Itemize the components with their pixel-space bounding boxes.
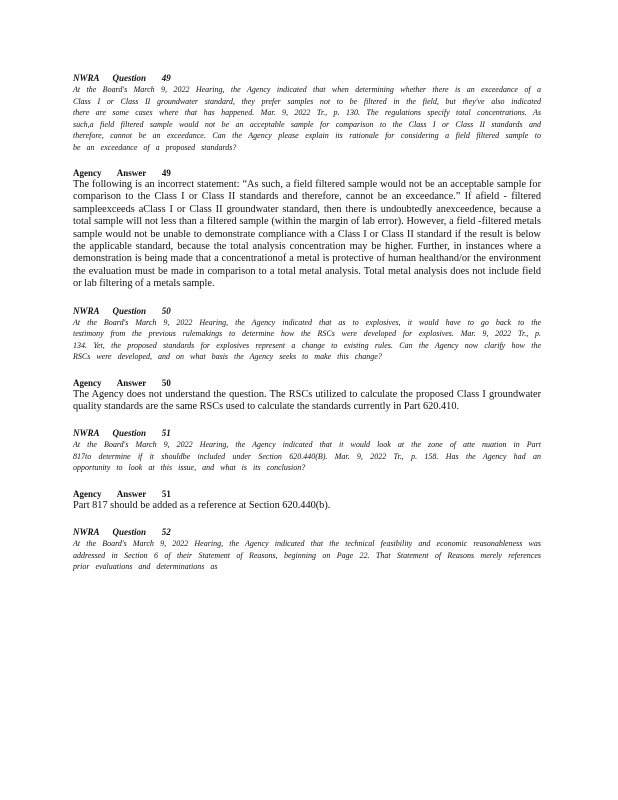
question-heading: NWRA Question 51 <box>73 428 171 439</box>
answer-51 <box>73 489 541 512</box>
answer-50 <box>73 378 541 414</box>
answer-text: The following is an incorrect statement: “As such, a field filtered sample would not be an acceptable sample for comparison to the Class I or Class II standards and therefore, cannot be an exceedance.” If afield - filtered sampleexceeds aClass I or Class II groundwater standard, then there is undoubtedly anexceedence, because a total sample will not less than a filtered sample (within the margin of lab error). However, a field -filtered metals sample would not be unable to demonstrate compliance with a Class I or Class II standard if the result is below the applicable standard, because the total analysis concentration may be higher. Further, in instances where a demonstration is being made that a concentrationof a metal is protective of human healthand/or the environment the evaluation must be made in comparison to a total metal analysis. Total metal analysis does not include field or lab filtering of a metals sample. <box>73 179 541 290</box>
question-49 <box>73 73 541 153</box>
answer-49 <box>73 168 541 291</box>
document-body <box>73 73 541 573</box>
answer-heading: Agency Answer 51 <box>73 488 171 499</box>
answer-text: The Agency does not understand the question. The RSCs utilized to calculate the proposed Class I groundwater quality standards are the same RSCs used to calculate the standards currently in Part 620.410. <box>73 388 541 413</box>
question-52 <box>73 527 541 573</box>
answer-heading: Agency Answer 49 <box>73 168 171 178</box>
question-50 <box>73 306 541 363</box>
question-heading: NWRA Question 50 <box>73 305 171 316</box>
question-text: At the Board's March 9, 2022 Hearing, the Agency indicated that when determining whether there is an exceedance of a Class I or Class II groundwater standard, they prefer samples not to be filtered in the field, but they've also indicated there are some cases where that has happened. Mar. 9, 2022 Tr., p. 130. The regulations specify total concentrations. As such,a field filtered sample would not be an acceptable sample for comparison to the Class I or Class II standards and therefore, cannot be an exceedance. Can the Agency please explain its rationale for considering a field filtered sample to be an exceedance of a proposed standards? <box>73 85 541 152</box>
question-text: At the Board's March 9, 2022 Hearing, the Agency indicated that as to explosives, it would have to go back to the testimony from the previous rulemakings to determine how the RSCs were developed for explosives. Mar. 9, 2022 Tr., p. 134. Yet, the proposed standards for explosives represent a change to existing rules. Can the Agency now clarify how the RSCs were developed, and on what basis the Agency seeks to make this change? <box>73 317 541 362</box>
question-heading: NWRA Question 49 <box>73 73 171 83</box>
answer-heading: Agency Answer 50 <box>73 377 171 388</box>
question-heading: NWRA Question 52 <box>73 527 171 538</box>
question-51 <box>73 428 541 474</box>
question-text: At the Board's March 9, 2022 Hearing, the Agency indicated that it would look at the zone of atte nuation in Part 817to determine if it shouldbe included under Section 620.440(B). Mar. 9, 2022 Tr., p. 158. Has the Agency had an opportunity to look at this issue, and what is its conclusion? <box>73 440 541 473</box>
answer-text: Part 817 should be added as a reference at Section 620.440(b). <box>73 499 331 511</box>
question-text: At the Board's March 9, 2022 Hearing, the Agency indicated that the technical feasibility and economic reasonableness was addressed in Section 6 of their Statement of Reasons, beginning on Page 22. That Statement of Reasons merely references prior evaluations and determinations as <box>73 539 541 572</box>
